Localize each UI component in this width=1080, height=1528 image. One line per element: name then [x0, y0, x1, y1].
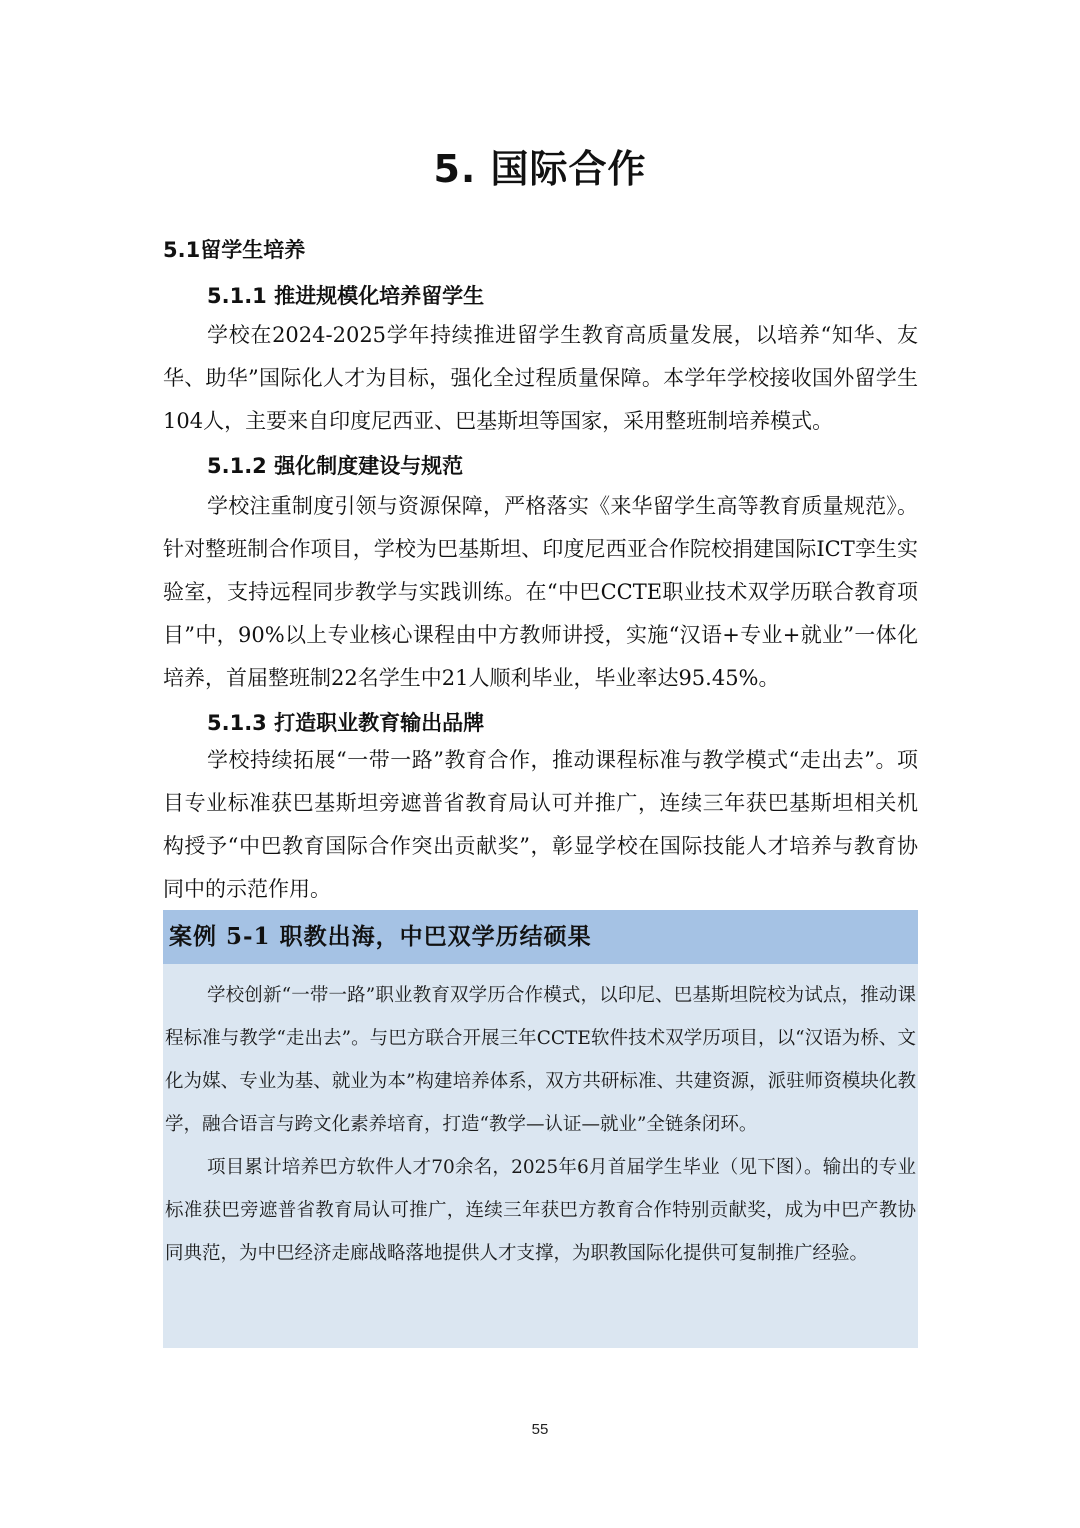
page-title: 5. 国际合作: [433, 147, 647, 191]
subsection-heading-3: 5.1.3 打造职业教育输出品牌: [207, 711, 485, 735]
subsection-heading-1: 5.1.1 推进规模化培养留学生: [207, 284, 485, 308]
section-heading: 5.1留学生培养: [163, 238, 306, 262]
subsection-paragraph-1: 学校在2024-2025学年持续推进留学生教育高质量发展，以培养“知华、友华、助华”国际化人才为目标，强化全过程质量保障。本学年学校接收国外留学生104人，主要来自印度尼西亚、巴基斯坦等国家，采用整班制培养模式。: [163, 323, 918, 433]
page-number: 55: [531, 1421, 549, 1438]
case-paragraph-2: 项目累计培养巴方软件人才70余名，2025年6月首届学生毕业（见下图）。输出的专业标准获巴旁遮普省教育局认可推广，连续三年获巴方教育合作特别贡献奖，成为中巴产教协同典范，为中巴经济走廊战略落地提供人才支撑，为职教国际化提供可复制推广经验。: [165, 1157, 916, 1264]
subsection-paragraph-3: 学校持续拓展“一带一路”教育合作，推动课程标准与教学模式“走出去”。项目专业标准获巴基斯坦旁遮普省教育局认可并推广，连续三年获巴基斯坦相关机构授予“中巴教育国际合作突出贡献奖”，彰显学校在国际技能人才培养与教育协同中的示范作用。: [163, 748, 918, 901]
subsection-heading-2: 5.1.2 强化制度建设与规范: [207, 454, 464, 478]
subsection-paragraph-2: 学校注重制度引领与资源保障，严格落实《来华留学生高等教育质量规范》。针对整班制合作项目，学校为巴基斯坦、印度尼西亚合作院校捐建国际ICT孪生实验室，支持远程同步教学与实践训练。在“中巴CCTE职业技术双学历联合教育项目”中，90%以上专业核心课程由中方教师讲授，实施“汉语+专业+就业”一体化培养，首届整班制22名学生中21人顺利毕业，毕业率达95.45%。: [163, 494, 918, 690]
case-paragraph-1: 学校创新“一带一路”职业教育双学历合作模式，以印尼、巴基斯坦院校为试点，推动课程标准与教学“走出去”。与巴方联合开展三年CCTE软件技术双学历项目，以“汉语为桥、文化为媒、专业为基、就业为本”构建培养体系，双方共研标准、共建资源，派驻师资模块化教学，融合语言与跨文化素养培育，打造“教学—认证—就业”全链条闭环。: [165, 985, 916, 1135]
case-box: [163, 910, 918, 1348]
case-title: 案例 5-1 职教出海，中巴双学历结硕果: [163, 910, 918, 964]
